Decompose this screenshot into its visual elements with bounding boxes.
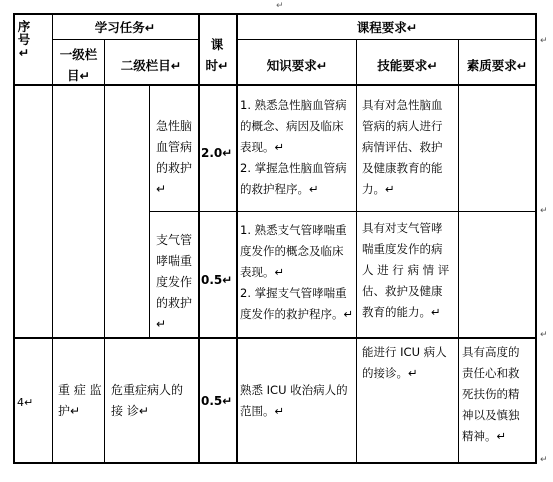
- header-study-task: 学习任务↵: [94, 20, 156, 35]
- col-divider: [104, 39, 105, 464]
- row2-level2: 支气管 哮喘重 度发作 的救护↵: [156, 233, 193, 331]
- row-divider: [149, 211, 536, 212]
- paragraph-mark: ↵: [540, 455, 548, 465]
- header-course-req: 课程要求↵: [356, 20, 418, 35]
- header-quality: 素质要求↵: [466, 58, 528, 73]
- row1-skill: 具有对急性脑血 管病的病人进行 病情评估、救护 及健康教育的能 力。↵: [362, 98, 443, 196]
- row3-hours: 0.5↵: [201, 394, 233, 408]
- row1-level2: 急性脑 血管病 的救护↵: [156, 119, 193, 196]
- col-divider: [458, 39, 459, 464]
- paragraph-mark: ↵: [276, 1, 284, 11]
- row-divider: [236, 39, 536, 40]
- row2-hours: 0.5↵: [201, 273, 233, 287]
- row2-skill: 具有对支气管哮 喘重度发作的病 人 进 行 病 情 评 估、救护及健康 教育的能力。↵: [362, 221, 450, 319]
- header-level2: 二级栏目↵: [120, 58, 182, 73]
- header-hours: 课 时↵: [205, 37, 229, 73]
- header-knowledge: 知识要求↵: [266, 58, 328, 73]
- row-divider: [52, 39, 198, 40]
- col-divider: [198, 13, 200, 464]
- col-divider: [149, 85, 150, 338]
- paragraph-mark: ↵: [540, 36, 548, 46]
- row2-knowledge: 1. 熟悉支气管哮喘重 度发作的概念及临床 表现。↵ 2. 掌握支气管哮喘重 度发作的救护程序。↵: [240, 223, 354, 321]
- header-seq: 序号↵: [17, 19, 31, 60]
- row3-quality: 具有高度的 责任心和救 死扶伤的精 神以及慎独 精神。↵: [462, 345, 520, 443]
- row3-level2: 危重症病人的 接 诊↵: [111, 383, 184, 418]
- header-skill: 技能要求↵: [377, 58, 438, 73]
- col-divider: [356, 39, 357, 464]
- row3-skill: 能进行 ICU 病人 的接诊。↵: [362, 345, 447, 380]
- row3-knowledge: 熟悉 ICU 收治病人的 范围。↵: [240, 383, 348, 418]
- header-level1: 一级栏 目↵: [59, 47, 98, 83]
- row3-seq: 4↵: [17, 396, 34, 409]
- table-border-left: [13, 13, 15, 464]
- row1-hours: 2.0↵: [201, 146, 233, 160]
- paragraph-mark: ↵: [540, 206, 548, 216]
- row3-level1: 重 症 监 护↵: [58, 383, 102, 418]
- paragraph-mark: ↵: [540, 330, 548, 340]
- row1-knowledge: 1. 熟悉急性脑血管病 的概念、病因及临床 表现。↵ 2. 掌握急性脑血管病 的救护程序。↵: [240, 98, 347, 196]
- table-border-top: [13, 13, 536, 15]
